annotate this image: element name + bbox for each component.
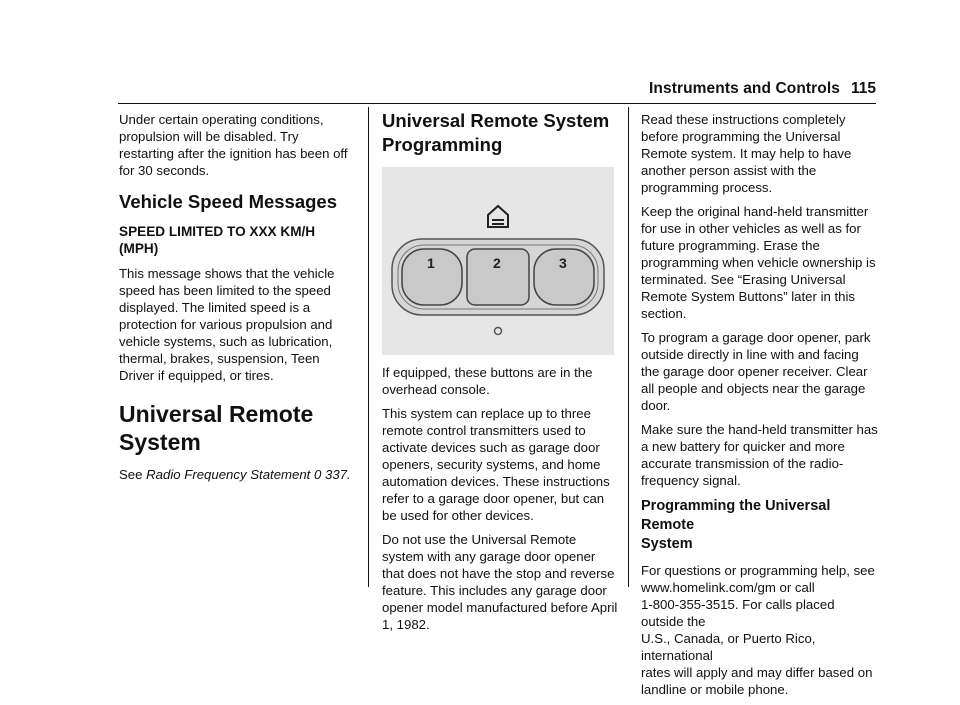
column-1 bbox=[119, 111, 357, 490]
column-divider-1 bbox=[368, 107, 369, 587]
p5-line-1: For questions or programming help, see bbox=[641, 563, 875, 578]
garage-home-icon bbox=[488, 206, 508, 227]
column-2 bbox=[382, 109, 618, 640]
see-reference-link[interactable]: Radio Frequency Statement bbox=[146, 467, 311, 482]
col2-paragraph-2: This system can replace up to three remote control transmitters used to activate devices such as garage door openers, security systems, and home automation devices. These instructions refer to a garage door opener, but can be used for other devices. bbox=[382, 406, 610, 523]
intro-paragraph: Under certain operating conditions, propulsion will be disabled. Try restarting after the ignition has been off for 30 seconds. bbox=[119, 112, 348, 178]
col3-paragraph-3: To program a garage door opener, park outside directly in line with and facing the garage door opener receiver. Clear all people and objects near the garage door. bbox=[641, 330, 871, 413]
p5-line-5: rates will apply and may differ based on bbox=[641, 665, 873, 680]
col2-paragraph-1: If equipped, these buttons are in the overhead console. bbox=[382, 365, 593, 397]
see-prefix: See bbox=[119, 467, 143, 482]
header-rule bbox=[118, 103, 876, 104]
col3-paragraph-2: Keep the original hand-held transmitter for use in other vehicles as well as for future programming. Erase the programming when vehicle ownership is terminated. See “Erasing Universal Remote System Buttons” later in this section. bbox=[641, 204, 876, 321]
col3-paragraph-1: Read these instructions completely before programming the Universal Remote system. It may help to have another person assist with the programming process. bbox=[641, 112, 852, 195]
button-3[interactable]: 3 bbox=[559, 255, 567, 271]
programming-subheading-line1: Programming the Universal Remote bbox=[641, 498, 831, 533]
programming-heading-line2: Programming bbox=[382, 134, 503, 155]
section-title: Instruments and Controls bbox=[649, 80, 840, 97]
programming-heading bbox=[382, 109, 618, 157]
column-divider-2 bbox=[628, 107, 629, 587]
column-3 bbox=[641, 111, 879, 705]
speed-limited-paragraph: This message shows that the vehicle speed has been limited to the speed displayed. The limited speed is a protection for various propulsion and vehicle systems, such as lubrication, thermal, brakes, suspension, Teen Driver if equipped, or tires. bbox=[119, 266, 335, 383]
universal-remote-heading: Universal Remote System bbox=[119, 401, 314, 455]
p5-line-6: landline or mobile phone. bbox=[641, 682, 789, 697]
homelink-url[interactable]: www.homelink.com/gm or call bbox=[641, 580, 815, 595]
see-reference-line bbox=[119, 466, 357, 483]
programming-subheading-line2: System bbox=[641, 536, 693, 552]
p5-line-4: U.S., Canada, or Puerto Rico, international bbox=[641, 631, 816, 663]
see-page-number[interactable]: 337. bbox=[325, 467, 351, 482]
programming-subheading bbox=[641, 497, 879, 554]
page-number: 115 bbox=[850, 80, 876, 97]
col2-paragraph-3: Do not use the Universal Remote system with any garage door opener that does not have the stop and reverse feature. This includes any garage door opener model manufactured before April 1, 1982. bbox=[382, 532, 618, 632]
button-1[interactable]: 1 bbox=[427, 255, 435, 271]
overhead-console-figure bbox=[382, 167, 614, 355]
page-header bbox=[0, 80, 960, 104]
vehicle-speed-heading: Vehicle Speed Messages bbox=[119, 191, 338, 212]
p5-line-3: 1-800-355-3515. For calls placed outside the bbox=[641, 597, 835, 629]
page-reference-arrow: 0 bbox=[314, 467, 322, 482]
button-2[interactable]: 2 bbox=[493, 255, 501, 271]
speed-limited-subheading: SPEED LIMITED TO XXX KM/H (MPH) bbox=[119, 224, 316, 256]
col3-paragraph-4: Make sure the hand-held transmitter has a new battery for quicker and more accurate transmission of the radio-frequency signal. bbox=[641, 422, 878, 488]
programming-heading-line1: Universal Remote System bbox=[382, 110, 610, 131]
indicator-light bbox=[495, 328, 502, 335]
